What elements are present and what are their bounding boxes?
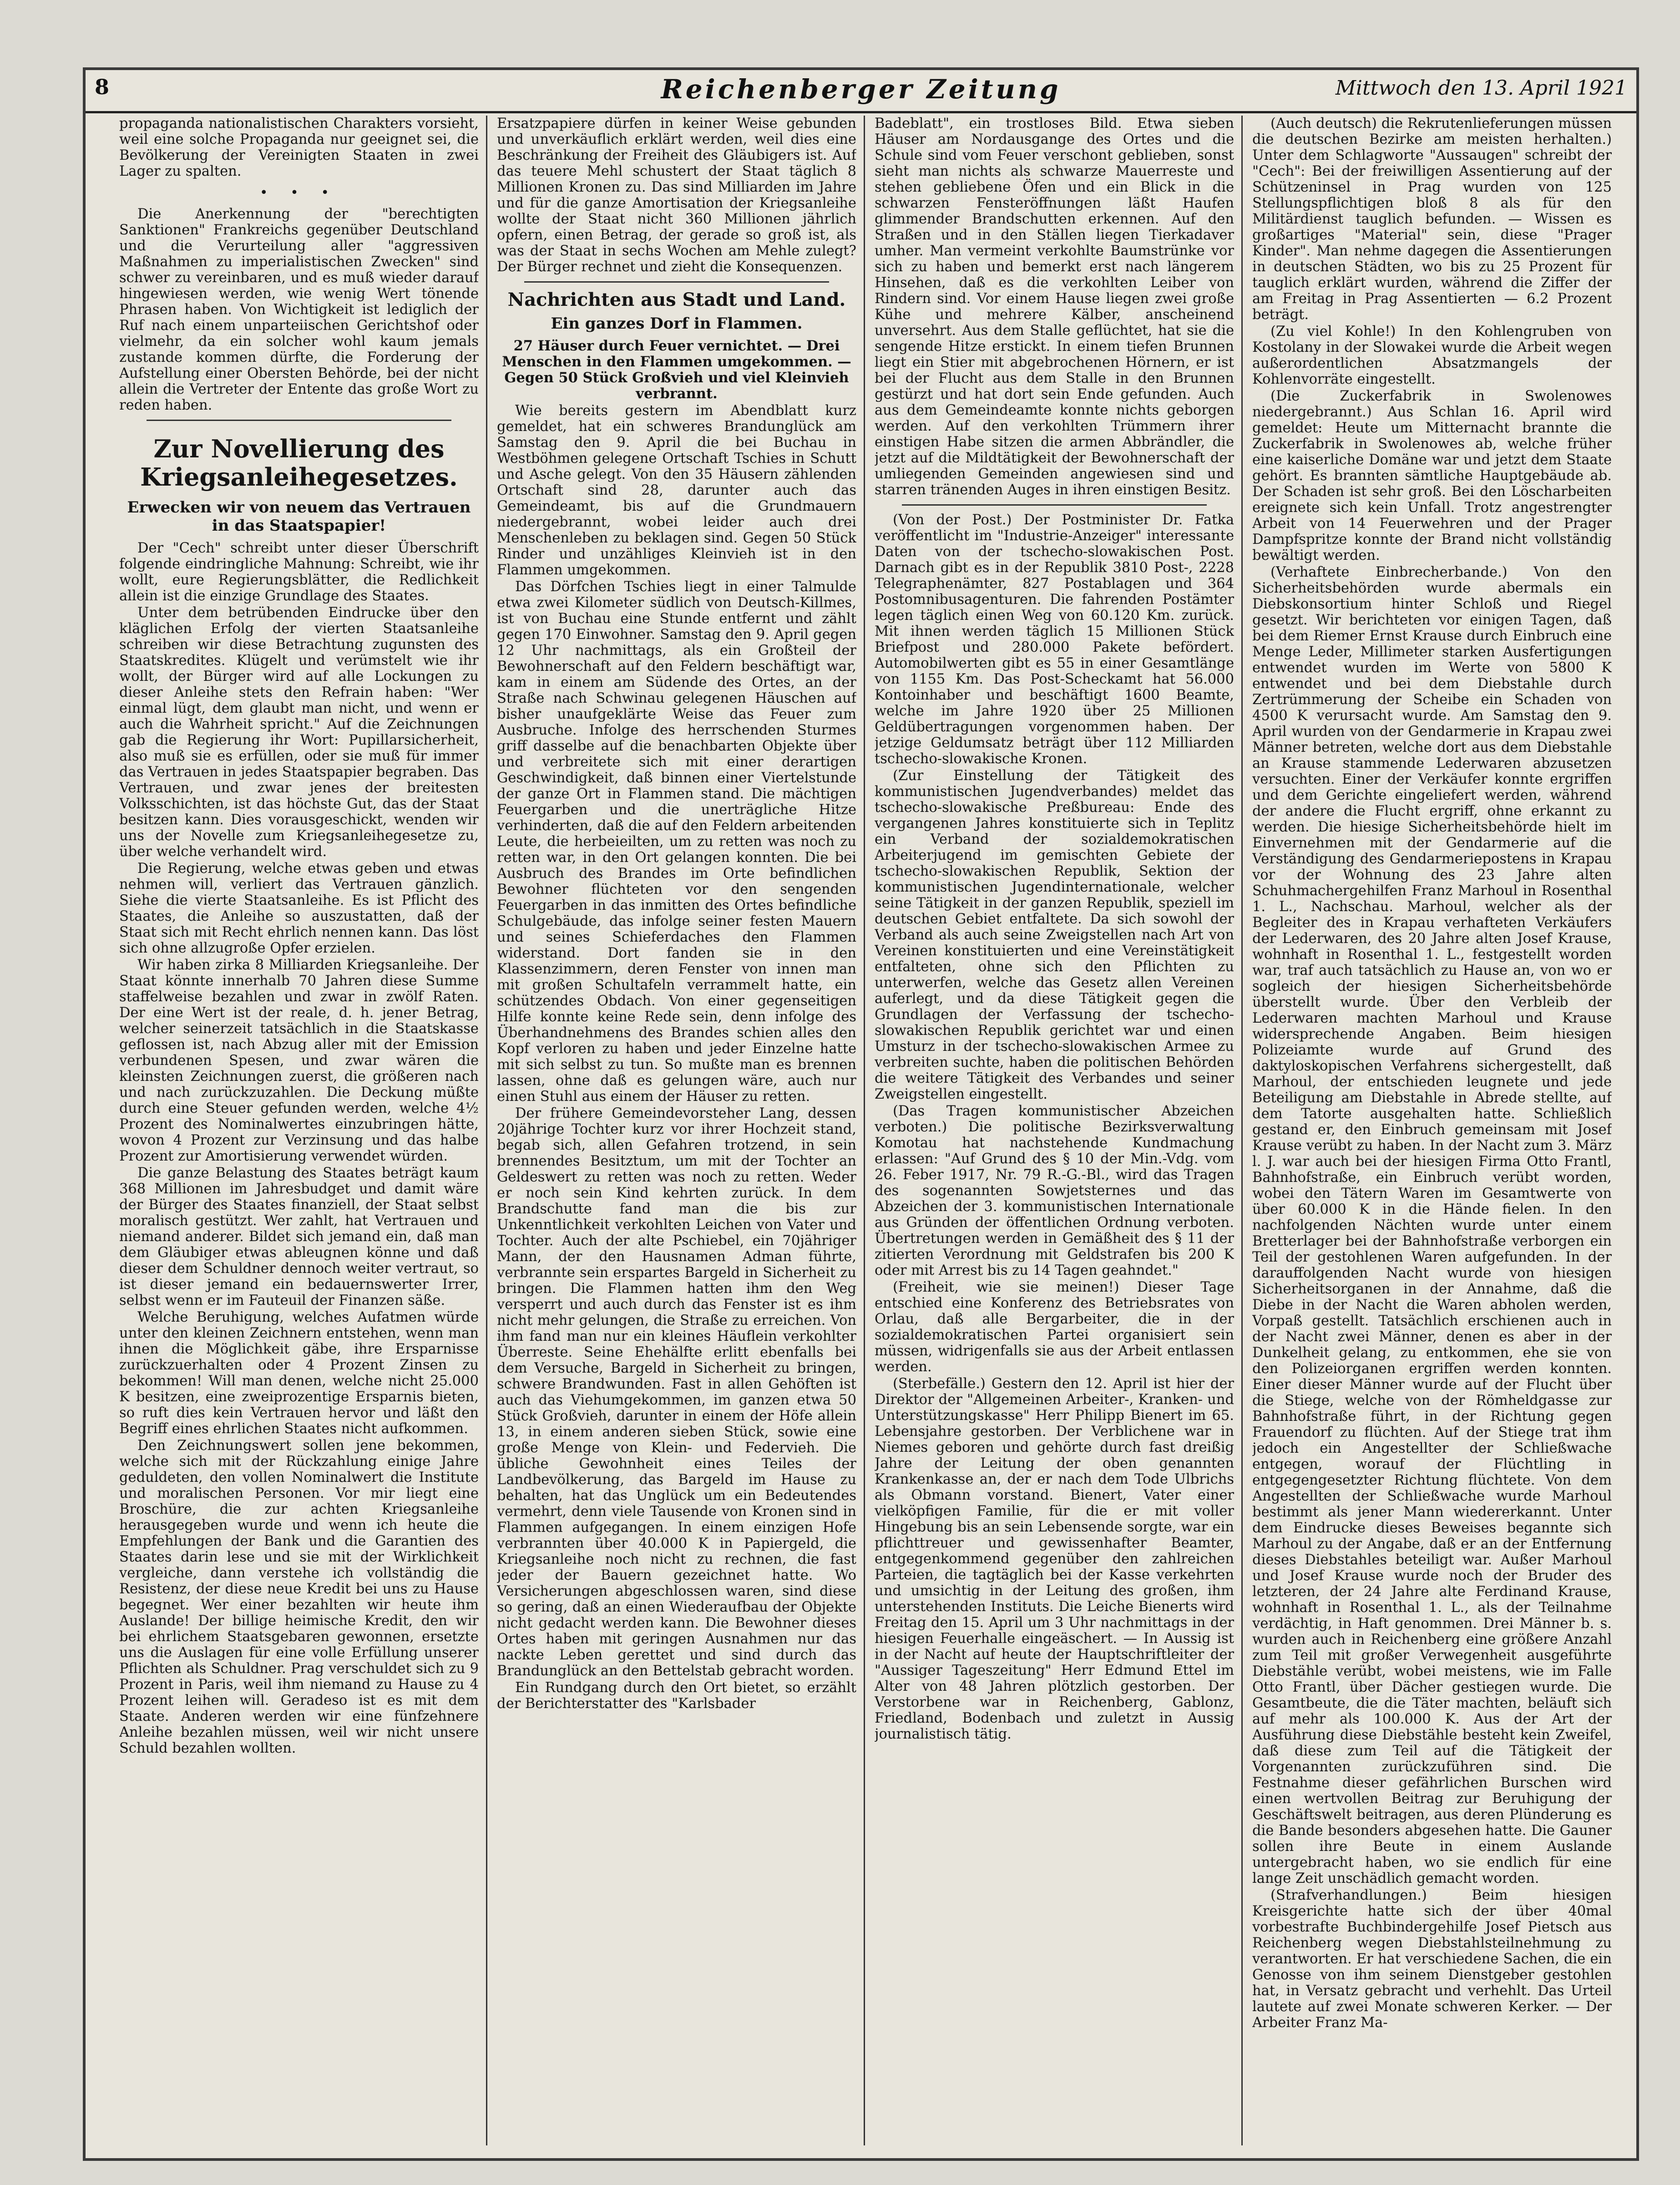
paragraph: Der frühere Gemeindevorsteher Lang, dessen 20jährige Tochter kurz vor ihrer Hochzeit stand, begab sich, allen Gefahren trotzend, in sein brennendes Besitztum, um mit der Tochter an Geldeswert zu retten was noch zu retten. Weder er noch sein Kind kehrten zurück. In dem Brandschutte fand man die bis zur Unkenntlichkeit verkohlten Leichen von Vater und Tochter. Auch der alte Pschiebel, ein 70jähriger Mann, der den Hausnamen Adman führte, verbrannte sein erspartes Bargeld in Sicherheit zu bringen. Die Flammen hatten ihm den Weg versperrt und auch durch das Fenster ist es ihm nicht mehr gelungen, die Straße zu erreichen. Von ihm fand man nur ein kleines Häuflein verkohlter Überreste. Seine Ehehälfte erlitt ebenfalls bei dem Versuche, Bargeld in Sicherheit zu bringen, schwere Brandwunden. Fast in allen Gehöften ist auch das Viehumgekommen, im ganzen etwa 50 Stück Großvieh, darunter in einem der Höfe allein 13, in einem anderen sieben Stück, sowie eine große Menge von Klein- und Federvieh. Die übliche Gewohnheit eines Teiles der Landbevölkerung, das Bargeld im Hause zu behalten, hat das Unglück um ein Bedeutendes vermehrt, denn viele Tausende von Kronen sind in Flammen aufgegangen. In einem einzigen Hofe verbrannten über 40.000 K in Papiergeld, die Kriegsanleihe noch nicht zu rechnen, die fast jeder der Bauern gezeichnet hatte. Wo Versicherungen abgeschlossen waren, sind diese so gering, daß an einen Wiederaufbau der Objekte nicht gedacht werden kann. Die Bewohner dieses Ortes haben mit geringen Ausnahmen nur das nackte Leben gerettet und sind durch das Brandunglück an den Bettelstab gebracht worden. [497, 1105, 856, 1679]
article-subheading: Erwecken wir von neuem das Vertrauen in das Staatspapier! [127, 498, 471, 535]
news-item: (Die Zuckerfabrik in Swolenowes niedergebrannt.) Aus Schlan 16. April wird gemeldet: Heute um Mitternacht brannte die Zuckerfabrik in Swolenowes ab, welche früher eine kaiserliche Domäne war und jetzt dem Staate gehört. Es brannten sämtliche Hauptgebäude ab. Der Schaden ist sehr groß. Bei den Löscharbeiten ereignete sich kein Unfall. Trotz angestrengter Arbeit von 14 Feuerwehren und der Prager Dampfspritze konnte der Brand nicht vollständig bewältigt werden. [1252, 388, 1612, 563]
divider [524, 281, 829, 283]
news-item: (Zur Einstellung der Tätigkeit des kommunistischen Jugendverbandes) meldet das tschecho-slowakische Preßbureau: Ende des vergangenen Jahres konstituierte sich in Teplitz ein Verband der sozialdemokratischen Arbeiterjugend im gemischten Gebiete der tschecho-slowakischen Republik, Sektion der kommunistischen Jugendinternationale, welcher seine Tätigkeit in der ganzen Republik, speziell im deutschen Gebiet entfaltete. Da sich sowohl der Verband als auch seine Zweigstellen nach Art von Vereinen konstituierten und eine Vereinstätigkeit entfalteten, ohne sich den Pflichten zu unterwerfen, welche das Gesetz allen Vereinen auferlegt, und da diese Tätigkeit gegen die Grundlagen der Verfassung der tschecho-slowakischen Republik gerichtet war und einen Umsturz in der tschecho-slowakischen Armee zu verbreiten suchte, haben die politischen Behörden die weitere Tätigkeit des Verbandes und seiner Zweigstellen eingestellt. [875, 768, 1234, 1102]
paragraph: Unter dem betrübenden Eindrucke über den kläglichen Erfolg der vierten Staatsanleihe schreiben wir diese Betrachtung zugunsten des Staatskredites. Klügelt und verümstelt wie ihr wollt, der Bürger wird auf alle Lockungen zu dieser Anleihe stets den Refrain haben: "Wer einmal lügt, dem glaubt man nicht, und wenn er auch die Wahrheit spricht." Auf die Zeichnungen gab die Regierung ihr Wort: Pupillarsicherheit, also muß sie es erfüllen, oder sie muß für immer das Vertrauen in jedes Staatspapier begraben. Das Vertrauen, und zwar jenes der breitesten Volksschichten, ist das höchste Gut, das der Staat besitzen kann. Dies vorausgeschickt, wenden wir uns der Novelle zum Kriegsanleihegesetze zu, über welche verhandelt wird. [119, 605, 479, 860]
page-number: 8 [95, 75, 110, 99]
article-lead: 27 Häuser durch Feuer vernichtet. — Drei Menschen in den Flammen umgekommen. — Gegen 50 Stück Großvieh und viel Kleinvieh verbrannt. [502, 338, 851, 402]
page-header [86, 70, 1636, 113]
paragraph: Badeblatt", ein trostloses Bild. Etwa sieben Häuser am Nordausgange des Ortes und die Schule sind vom Feuer verschont geblieben, sonst sieht man nichts als schwarze Mauerreste und stehen gebliebene Öfen und ein Blick in die schwarzen Fensteröffnungen läßt Haufen glimmender Brandschutten erkennen. Auf den Straßen und in den Ställen liegen Tierkadaver umher. Man vermeint verkohlte Baumstrünke vor sich zu haben und bemerkt erst nach längerem Hinsehen, daß es die verkohlten Leiber von Rindern sind. Vor einem Hause liegen zwei große Kühe und mehrere Kälber, anscheinend unversehrt. Aus dem Stalle geflüchtet, hat sie die sengende Hitze erstickt. In einem tiefen Brunnen liegt ein Stier mit abgebrochenen Hörnern, er ist bei der Flucht aus dem Stalle in den Brunnen gestürzt und hat dort sein Ende gefunden. Auch aus dem Gemeindeamte konnte nichts geborgen werden. Auf den verkohlten Trümmern ihrer einstigen Habe sitzen die armen Abbrändler, die jetzt auf die Mildtätigkeit der Bewohnerschaft der umliegenden Gemeinden angewiesen sind und starren tränenden Auges in ihren einstigen Besitz. [875, 116, 1234, 498]
paragraph: Wir haben zirka 8 Milliarden Kriegsanleihe. Der Staat könnte innerhalb 70 Jahren diese Summe staffelweise bezahlen und zwar in zwölf Raten. Der eine Wert ist der reale, d. h. jener Betrag, welcher seinerzeit tatsächlich in die Staatskasse geflossen ist, nach Abzug aller mit der Emission verbundenen Spesen, und zwar wären die kleinsten Zeichnungen zuerst, die größeren nach und nach zurückzuzahlen. Die Deckung müßte durch eine Steuer gefunden werden, welche 4½ Prozent des Nominalwertes einzubringen hätte, wovon 4 Prozent zur Verzinsung und das halbe Prozent zur Amortisierung verwendet würden. [119, 957, 479, 1164]
column-3 [875, 116, 1234, 2150]
paragraph: Ersatzpapiere dürfen in keiner Weise gebunden und unverkäuflich erklärt werden, weil dies eine Beschränkung der Freiheit des Gläubigers ist. Auf das teuere Mehl schustert der Staat täglich 8 Millionen Kronen zu. Das sind Milliarden im Jahre und für die ganze Amortisation der Kriegsanleihe wollte der Staat nicht 360 Millionen jährlich opfern, einen Betrag, der gerade so groß ist, als was der Staat in sechs Wochen am Mehle zulegt? Der Bürger rechnet und zieht die Konsequenzen. [497, 116, 856, 275]
column-1 [119, 116, 479, 2150]
news-item: (Von der Post.) Der Postminister Dr. Fatka veröffentlicht im "Industrie-Anzeiger" interessante Daten von der tschecho-slowakischen Post. Darnach gibt es in der Republik 3810 Post-, 2228 Telegraphenämter, 827 Postablagen und 364 Postomnibusagenturen. Die fahrenden Postämter legen täglich einen Weg von 60.120 Km. zurück. Mit ihnen werden täglich 15 Millionen Stück Briefpost und 280.000 Pakete befördert. Automobilwerten gibt es 55 in einer Gesamtlänge von 1155 Km. Das Post-Scheckamt hat 56.000 Kontoinhaber und beschäftigt 1600 Beamte, welche im Jahre 1920 über 25 Millionen Geldübertragungen vorgenommen haben. Der jetzige Geldumsatz beträgt über 112 Milliarden tschecho-slowakische Kronen. [875, 512, 1234, 767]
paragraph: propaganda nationalistischen Charakters vorsieht, weil eine solche Propaganda nur geeignet sei, die Bevölkerung der Vereinigten Staaten in zwei Lager zu spalten. [119, 116, 479, 179]
section-separator: • • • [259, 185, 339, 201]
paragraph: Die ganze Belastung des Staates beträgt kaum 368 Millionen im Jahresbudget und damit wäre der Bürger des Staates finanziell, der Staat selbst moralisch gestützt. Wer zahlt, hat Vertrauen und niemand anderer. Bildet sich jemand ein, daß man dem Gläubiger etwas ableugnen könne und daß dieser dem Schuldner dennoch weiter vertraut, so ist dieser jemand ein bedauernswerter Irrer, selbst wenn er im Fauteuil der Finanzen säße. [119, 1165, 479, 1308]
column-4 [1252, 116, 1612, 2150]
paragraph: Die Regierung, welche etwas geben und etwas nehmen will, verliert das Vertrauen gänzlich. Siehe die vierte Staatsanleihe. Es ist Pflicht des Staates, die Anleihe so auszustatten, daß der Staat sich mit Recht ehrlich nennen kann. Das löst sich ohne allzugroße Opfer erzielen. [119, 861, 479, 956]
news-item: (Freiheit, wie sie meinen!) Dieser Tage entschied eine Konferenz des Betriebsrates von Orlau, daß alle Bergarbeiter, die in der sozialdemokratischen Partei organisiert sein müssen, widrigenfalls sie aus der Arbeit entlassen werden. [875, 1279, 1234, 1375]
news-item: (Auch deutsch) die Rekrutenlieferungen müssen die deutschen Bezirke am meisten herhalten.) Unter dem Schlagworte "Aussaugen" schreibt der "Cech": Bei der freiwilligen Assentierung auf der Schützeninsel in Prag wurden von 125 Stellungspflichtigen bloß 8 als für den Militärdienst tauglich befunden. — Wissen es großartiges "Material" sein, diese "Prager Kinder". Man nehme dagegen die Assentierungen in deutschen Städten, wo bis zu 25 Prozent für tauglich erklärt wurden, während die Ziffer der am Freitag in Prag Assentierten — 6.2 Prozent beträgt. [1252, 116, 1612, 323]
newspaper-page [83, 67, 1639, 2161]
news-item: (Sterbefälle.) Gestern den 12. April ist hier der Direktor der "Allgemeinen Arbeiter-, Kranken- und Unterstützungskasse" Herr Philipp Bienert im 65. Lebensjahre gestorben. Der Verblichene war in Niemes geboren und gehörte durch fast dreißig Jahre der Leitung der oben genannten Krankenkasse an, der er nach dem Tode Ulbrichs als Obmann vorstand. Bienert, Vater einer vielköpfigen Familie, für die er mit voller Hingebung bis an sein Lebensende sorgte, war ein pflichttreuer und gewissenhafter Beamter, entgegenkommend gegenüber den zahlreichen Parteien, die tagtäglich bei der Kasse verkehrten und umsichtig in der Leitung des großen, ihm unterstehenden Instituts. Die Leiche Bienerts wird Freitag den 15. April um 3 Uhr nachmittags in der hiesigen Feuerhalle eingeäschert. — In Aussig ist in der Nacht auf heute der Hauptschriftleiter der "Aussiger Tageszeitung" Herr Edmund Ettel im Alter von 48 Jahren plötzlich gestorben. Der Verstorbene war in Reichenberg, Gablonz, Friedland, Bodenbach und zuletzt in Aussig journalistisch tätig. [875, 1376, 1234, 1742]
paragraph: Das Dörfchen Tschies liegt in einer Talmulde etwa zwei Kilometer südlich von Deutsch-Killmes, ist von Buchau eine Stunde entfernt und zählt gegen 170 Einwohner. Samstag den 9. April gegen 12 Uhr nachmittags, als ein Großteil der Bewohnerschaft auf den Feldern beschäftigt war, kam in einem am Südende des Ortes, an der Straße nach Schwinau gelegenen Häuschen auf bisher unaufgeklärte Weise das Feuer zum Ausbruche. Infolge des herrschenden Sturmes griff dasselbe auf die benachbarten Objekte über und verbreitete sich mit einer derartigen Geschwindigkeit, daß binnen einer Viertelstunde der ganze Ort in Flammen stand. Die mächtigen Feuergarben und die unerträgliche Hitze verhinderten, daß die auf den Feldern arbeitenden Leute, die herbeieilten, um zu retten was noch zu retten war, in den Ort gelangen konnten. Die bei Ausbruch des Brandes im Orte befindlichen Bewohner flüchteten vor den sengenden Feuergarben in das inmitten des Ortes befindliche Schulgebäude, das infolge seiner festen Mauern und seines Schieferdaches den Flammen widerstand. Dort fanden sie in den Klassenzimmern, deren Fenster von innen man mit großen Schultafeln verrammelt hatte, ein schützendes Obdach. Von einer gegenseitigen Hilfe konnte keine Rede sein, denn infolge des Überhandnehmens des Brandes schien alles den Kopf verloren zu haben und jeder Einzelne hatte mit sich selbst zu tun. So mußte man es brennen lassen, ohne daß es gelungen wäre, auch nur einen Stuhl aus einem der Häuser zu retten. [497, 579, 856, 1105]
paragraph: Welche Beruhigung, welches Aufatmen würde unter den kleinen Zeichnern entstehen, wenn man ihnen die Möglichkeit gäbe, ihre Ersparnisse zurückzuerhalten oder 4 Prozent Zinsen zu bekommen! Will man denen, welche nicht 25.000 K besitzen, eine zweiprozentige Ersparnis bieten, so ruft dies kein Vertrauen hervor und läßt den Begriff eines ehrlichen Staates nicht aufkommen. [119, 1309, 479, 1437]
newspaper-title: Reichenberger Zeitung [661, 74, 1061, 105]
news-item: (Zu viel Kohle!) In den Kohlengruben von Kostolany in der Slowakei wurde die Arbeit wegen außerordentlichen Absatzmangels der Kohlenvorräte eingestellt. [1252, 324, 1612, 387]
paragraph: Die Anerkennung der "berechtigten Sanktionen" Frankreichs gegenüber Deutschland und die Verurteilung aller "aggressiven Maßnahmen zu imperialistischen Zwecken" sind schwer zu vereinbaren, und es muß wieder darauf hingewiesen werden, wie wenig Wert tönende Phrasen haben. Von Wichtigkeit ist lediglich der Ruf nach einem unparteiischen Gerichtshof oder vielmehr, da ein solcher wohl kaum jemals zustande kommen dürfte, die Forderung der Aufstellung einer Obersten Behörde, bei der nicht allein die Vertreter der Entente das große Wort zu reden haben. [119, 206, 479, 413]
paragraph: Ein Rundgang durch den Ort bietet, so erzählt der Berichterstatter des "Karlsbader [497, 1680, 856, 1712]
divider [902, 504, 1207, 506]
column-rule [1241, 116, 1243, 2145]
column-2 [497, 116, 856, 2150]
news-item: (Strafverhandlungen.) Beim hiesigen Kreisgerichte hatte sich der über 40mal vorbestrafte Buchbindergehilfe Josef Pietsch aus Reichenberg wegen Diebstahlsteilnehmung zu verantworten. Er hat verschiedene Sachen, die ein Genosse von ihm seinem Dienstgeber gestohlen hat, in Versatz gebracht und verhehlt. Das Urteil lautete auf zwei Monate schweren Kerker. — Der Arbeiter Franz Ma- [1252, 1887, 1612, 2031]
section-heading: Nachrichten aus Stadt und Land. [507, 289, 846, 310]
article-heading: Zur Novellierung des Kriegsanleihegesetzes. [140, 434, 458, 492]
column-rule [486, 116, 487, 2145]
news-item: (Das Tragen kommunistischer Abzeichen verboten.) Die politische Bezirksverwaltung Komotau hat nachstehende Kundmachung erlassen: "Auf Grund des § 10 der Min.-Vdg. vom 26. Feber 1917, Nr. 79 R.-G.-Bl., wird das Tragen des sogenannten Sowjetsternes und das Abzeichen der 3. kommunistischen Internationale aus Gründen der öffentlichen Ordnung verboten. Übertretungen werden in Gemäßheit des § 11 der zitierten Verordnung mit Geldstrafen bis 200 K oder mit Arrest bis zu 14 Tagen geahndet." [875, 1103, 1234, 1278]
article-heading: Ein ganzes Dorf in Flammen. [551, 314, 803, 333]
paragraph: Der "Cech" schreibt unter dieser Überschrift folgende eindringliche Mahnung: Schreibt, wie ihr wollt, eure Regierungsblätter, die Redlichkeit allein ist die einzige Grundlage des Staates. [119, 540, 479, 604]
paragraph: Wie bereits gestern im Abendblatt kurz gemeldet, hat ein schweres Brandunglück am Samstag den 9. April die bei Buchau in Westböhmen gelegene Ortschaft Tschies in Schutt und Asche gelegt. Von den 35 Häusern zählenden Ortschaft sind 28, darunter auch das Gemeindeamt, bis auf die Grundmauern niedergebrannt, wobei leider auch drei Menschenleben zu beklagen sind. Gegen 50 Stück Rinder und unzähliges Kleinvieh ist in den Flammen umgekommen. [497, 403, 856, 578]
news-item: (Verhaftete Einbrecherbande.) Von den Sicherheitsbehörden wurde abermals ein Diebskonsortium hinter Schloß und Riegel gesetzt. Wir berichteten vor einigen Tagen, daß bei dem Riemer Ernst Krause durch Einbruch eine Menge Leder, Millimeter starken Ausfertigungen entwendet wurden im Werte von 5800 K entwendet und bei dem Diebstahle durch Zertrümmerung der Scheibe ein Schaden von 4500 K verursacht wurde. Am Samstag den 9. April wurden von der Gendarmerie in Krapau zwei Männer betreten, welche dort aus dem Diebstahle an Krause stammende Lederwaren abzusetzen versuchten. Einer der Verkäufer konnte ergriffen und dem Gerichte eingeliefert werden, während der andere die Flucht ergriff, ohne erkannt zu werden. Die hiesige Sicherheitsbehörde hielt im Einvernehmen mit der Gendarmerie auf die Verständigung des Gendarmeriepostens in Krapau vor der Wohnung des 23 Jahre alten Schuhmachergehilfen Franz Marhoul in Rosenthal 1. L., Nachschau. Marhoul, welcher als der Begleiter des in Krapau verhafteten Verkäufers der Lederwaren, des 20 Jahre alten Josef Krause, wohnhaft in Rosenthal 1. L., festgestellt worden war, traf auch tatsächlich zu Hause an, von wo er sogleich der hiesigen Sicherheitsbehörde überstellt wurde. Über den Verbleib der Lederwaren machten Marhoul und Krause widersprechende Angaben. Beim hiesigen Polizeiamte wurde auf Grund des daktyloskopischen Verfahrens sichergestellt, daß Marhoul, der entschieden leugnete und jede Beteiligung am Diebstahle in Abrede stellte, auf dem Tatorte ausgehalten hatte. Schließlich gestand er, den Einbruch gemeinsam mit Josef Krause verübt zu haben. In der Nacht zum 3. März l. J. war auch bei der hiesigen Firma Otto Frantl, Bahnhofstraße, ein Einbruch verübt worden, wobei den Tätern Waren im Gesamtwerte von über 60.000 K in die Hände fielen. In den nachfolgenden Nächten wurde unter einem Bretterlager bei der Bahnhofstraße verborgen ein Teil der gestohlenen Waren aufgefunden. In der darauffolgenden Nacht wurde von hiesigen Sicherheitsorganen in der Annahme, daß die Diebe in der Nacht die Waren abholen werden, Vorpaß gestellt. Tatsächlich erschienen auch in der Nacht zwei Männer, denen es aber in der Dunkelheit gelang, zu entkommen, ehe sie von den Polizeiorganen ergriffen werden konnten. Einer dieser Männer wurde auf der Flucht über die Stiege, welche von der Römheldgasse zur Bahnhofstraße führt, in der Richtung gegen Frauendorf zu flüchten. Auf der Stiege trat ihm jedoch ein Angestellter der Schließwache entgegen, worauf der Flüchtling in entgegengesetzter Richtung flüchtete. Von dem Angestellten der Schließwache wurde Marhoul bestimmt als jener Mann wiedererkannt. Unter dem Eindrucke dieses Beweises begannte sich Marhoul zu der Angabe, daß er an der Entfernung dieses Diebstahles beteiligt war. Außer Marhoul und Josef Krause wurde noch der Bruder des letzteren, der 24 Jahre alte Ferdinand Krause, wohnhaft in Rosenthal 1. L., als der Teilnahme verdächtig, in Haft genommen. Drei Männer b. s. wurden auch in Reichenberg eine größere Anzahl zum Teil mit großer Verwegenheit ausgeführte Diebstähle verübt, wobei meistens, wie im Falle Otto Frantl, über Dächer gestiegen wurde. Die Gesamtbeute, die die Täter machten, beläuft sich auf mehr als 100.000 K. Aus der Art der Ausführung diese Diebstähle besteht kein Zweifel, daß diese zum Teil auf die Tätigkeit der Vorgenannten zurückzuführen sind. Die Festnahme dieser gefährlichen Burschen wird einen wertvollen Beitrag zur Beruhigung der Geschäftswelt beitragen, aus deren Plünderung es die Bande besonders abgesehen hatte. Die Gauner sollen ihre Beute in einem Auslande untergebracht haben, wo sie endlich für eine lange Zeit unschädlich gemacht worden. [1252, 564, 1612, 1886]
column-rule [864, 116, 865, 2145]
divider [147, 420, 451, 421]
issue-date: Mittwoch den 13. April 1921 [1335, 76, 1627, 100]
paragraph: Den Zeichnungswert sollen jene bekommen, welche sich mit der Rückzahlung einige Jahre geduldeten, den vollen Nominalwert die Institute und moralischen Personen. Vor mir liegt eine Broschüre, die zur achten Kriegsanleihe herausgegeben wurde und wenn ich heute die Empfehlungen der Bank und die Garantien des Staates darin lese und sie mit der Wirklichkeit vergleiche, dann verstehe ich vollständig die Resistenz, der diese neue Kredit bei uns zu Hause begegnet. Wer einer bezahlten wir heute ihm Auslande! Der billige heimische Kredit, den wir bei ehrlichem Staatsgebaren gewonnen, ersetzte uns die Auslagen für eine volle Erfüllung unserer Pflichten als Schuldner. Prag verschuldet sich zu 9 Prozent in Paris, weil ihm niemand zu Hause zu 4 Prozent leihen will. Geradeso ist es mit dem Staate. Anderen werden wir eine fünfzehnere Anleihe bezahlen müssen, weil wir nicht unsere Schuld bezahlen wollten. [119, 1438, 479, 1756]
